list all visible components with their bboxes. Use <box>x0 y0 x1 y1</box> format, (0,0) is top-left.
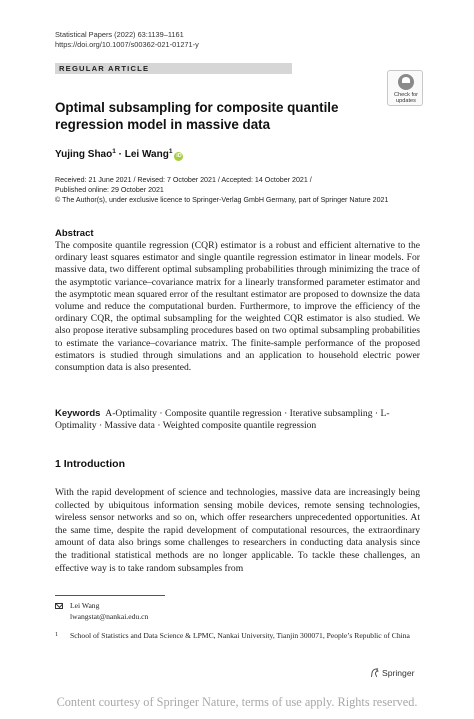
published-online: Published online: 29 October 2021 <box>55 186 164 194</box>
crossmark-label-line1: Check for <box>394 92 418 98</box>
author-affiliation-mark: 1 <box>112 148 116 155</box>
author-separator: · <box>115 149 125 160</box>
author-list <box>55 148 183 161</box>
article-type-label: REGULAR ARTICLE <box>59 64 150 73</box>
springer-logo <box>370 668 414 678</box>
history-dates: Received: 21 June 2021 / Revised: 7 October 2021 / Accepted: 14 October 2021 / <box>55 176 312 184</box>
article-type-bar <box>55 63 292 74</box>
corresponding-author-name: Lei Wang <box>70 601 100 610</box>
author-affiliation-mark: 1 <box>168 148 173 155</box>
affiliation-mark: 1 <box>55 631 59 638</box>
copyright-notice: © The Author(s), under exclusive licence to Springer-Verlag GmbH Germany, part of Springer Nature 2021 <box>55 196 389 204</box>
journal-header <box>55 30 199 49</box>
crossmark-label <box>388 92 424 104</box>
publisher-name: Springer <box>382 668 415 678</box>
orcid-icon[interactable]: iD <box>176 153 182 159</box>
courtesy-notice: Content courtesy of Springer Nature, terms of use apply. Rights reserved. <box>56 695 418 709</box>
springer-horse-icon <box>370 668 379 678</box>
envelope-icon <box>55 603 63 609</box>
keywords-list: A-Optimality · Composite quantile regression · Iterative subsampling · L-Optimality · Massive data · Weighted composite quantile regression <box>55 408 390 432</box>
author-name[interactable]: Lei Wang <box>124 149 169 160</box>
author-name[interactable]: Yujing Shao <box>55 149 113 160</box>
check-for-updates-button[interactable] <box>387 70 423 106</box>
abstract-heading: Abstract <box>55 228 94 239</box>
publication-history <box>55 175 425 205</box>
corresponding-author <box>70 601 148 622</box>
crossmark-label-line2: updates <box>396 98 416 105</box>
footnote-divider <box>55 595 165 596</box>
journal-citation: Statistical Papers (2022) 63:1139–1161 <box>55 30 184 39</box>
paper-title: Optimal subsampling for composite quantile regression model in massive data <box>55 100 339 132</box>
affiliation-text: School of Statistics and Data Science & LPMC, Nankai University, Tianjin 300071, People’s Republic of China <box>70 631 410 640</box>
introduction-body: With the rapid development of science and technologies, massive data are increasingly being collected by ubiquitous information sensing mobile devices, remote sensing technologies, wireless sensor networks and so on, which offer researchers unprecedented opportunities. At the same time, despite the rapid development of computational resources, the extraordinary amount of data also brings some challenges to researchers in conducting data analysis since the traditional statistical methods are no longer applicable. To tackle these challenges, an effective way is to take random subsamples from <box>55 487 420 574</box>
keywords <box>55 408 420 432</box>
keywords-label: Keywords <box>55 408 101 419</box>
corresponding-author-email[interactable]: lwangstat@nankai.edu.cn <box>70 611 149 621</box>
abstract-body: The composite quantile regression (CQR) estimator is a robust and efficient alternative to the ordinary least squares estimator and single quantile regression estimator in linear models. For massive data, two different optimal subsampling probabilities through minimizing the trace of the asymptotic variance–covariance matrix for a linearly transformed parameter estimator and the asymptotic mean squared error of the resultant estimator are proposed to downsize the data volume and reduce the computational burden. Furthermore, to improve the efficiency of the ordinary CQR, the optimal subsampling for the weighted CQR estimator is also studied. We also propose iterative subsampling procedures based on two optimal subsampling probabilities to estimate the variance–covariance matrix. The finite-sample performance of the proposed estimators is studied through simulations and an application to household electric power consumption data is also presented. <box>55 240 420 374</box>
crossmark-icon <box>398 74 414 90</box>
doi-link[interactable]: https://doi.org/10.1007/s00362-021-01271-y <box>55 39 199 49</box>
crossmark-badge <box>387 70 423 106</box>
section-heading-introduction: 1 Introduction <box>55 458 125 470</box>
